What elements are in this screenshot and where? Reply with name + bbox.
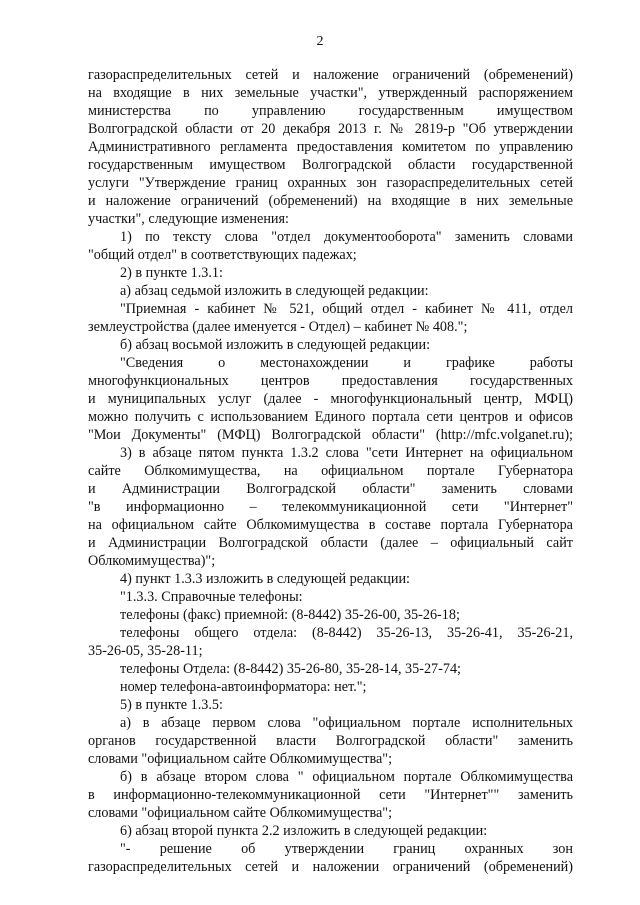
text-line: услуги "Утверждение границ охранных зон газораспределительных сетей — [88, 175, 573, 191]
text-line: Облкомимущества)"; — [88, 553, 216, 569]
text-line: б) абзац восьмой изложить в следующей редакции: — [120, 337, 431, 353]
text-line: 1) по тексту слова "отдел документооборота" заменить словами — [120, 229, 573, 245]
text-line: 5) в пункте 1.3.5: — [120, 697, 223, 713]
text-line: телефоны Отдела: (8-8442) 35-26-80, 35-28-14, 35-27-74; — [120, 661, 461, 677]
text-line: "в информационно – телекоммуникационной сети "Интернет" — [88, 499, 573, 515]
text-line: можно получить с использованием Единого портала сети центров и офисов — [88, 409, 573, 425]
text-line: и муниципальных услуг (далее - многофункциональный центр, МФЦ) — [88, 391, 573, 407]
document-body — [88, 66, 573, 876]
text-line: 35-26-05, 35-28-11; — [88, 643, 203, 659]
text-line: Волгоградской области от 20 декабря 2013 г. № 2819-р "Об утверждении — [88, 121, 573, 137]
text-line: и Администрации Волгоградской области (далее – официальный сайт — [88, 535, 573, 551]
text-line: "Приемная - кабинет № 521, общий отдел - кабинет № 411, отдел — [120, 301, 573, 317]
text-line: телефоны (факс) приемной: (8-8442) 35-26-00, 35-26-18; — [120, 607, 460, 623]
text-line: номер телефона-автоинформатора: нет."; — [120, 679, 367, 695]
text-line: "Сведения о местонахождении и графике работы — [120, 355, 573, 371]
text-line: участки", следующие изменения: — [88, 211, 289, 227]
text-line: "Мои Документы" (МФЦ) Волгоградской области" (http://mfc.volganet.ru); — [88, 427, 573, 443]
text-line: министерства по управлению государственным имуществом — [88, 103, 573, 119]
text-line: на официальном сайте Облкомимущества в составе портала Губернатора — [88, 517, 573, 533]
text-line: словами "официальном сайте Облкомимущества"; — [88, 751, 393, 767]
text-line: 6) абзац второй пункта 2.2 изложить в следующей редакции: — [120, 823, 488, 839]
text-line: сайте Облкомимущества, на официальном портале Губернатора — [88, 463, 573, 479]
text-line: органов государственной власти Волгоградской области" заменить — [88, 733, 573, 749]
text-line: 3) в абзаце пятом пункта 1.3.2 слова "сети Интернет на официальном — [120, 445, 573, 461]
text-line: газораспределительных сетей и наложение ограничений (обременений) — [88, 67, 573, 83]
text-line: Административного регламента предоставления комитетом по управлению — [88, 139, 573, 155]
text-line: б) в абзаце втором слова " официальном портале Облкомимущества — [120, 769, 573, 785]
text-line: и Администрации Волгоградской области" заменить словами — [88, 481, 573, 497]
text-line: многофункциональных центров предоставления государственных — [88, 373, 573, 389]
text-line: телефоны общего отдела: (8-8442) 35-26-13, 35-26-41, 35-26-21, — [120, 625, 573, 641]
page-number: 2 — [316, 34, 324, 49]
text-line: газораспределительных сетей и наложении ограничений (обременений) — [88, 859, 573, 875]
text-line: на входящие в них земельные участки", утвержденный распоряжением — [88, 85, 573, 101]
text-line: 2) в пункте 1.3.1: — [120, 265, 223, 281]
text-line: а) абзац седьмой изложить в следующей редакции: — [120, 283, 429, 299]
text-line: "общий отдел" в соответствующих падежах; — [88, 247, 357, 263]
text-line: 4) пункт 1.3.3 изложить в следующей редакции: — [120, 571, 410, 587]
text-line: "- решение об утверждении границ охранных зон — [120, 841, 573, 857]
text-line: государственным имуществом Волгоградской области государственной — [88, 157, 573, 173]
text-line: "1.3.3. Справочные телефоны: — [120, 589, 303, 605]
text-line: словами "официальном сайте Облкомимущества"; — [88, 805, 393, 821]
text-line: и наложение ограничений (обременений) на входящие в них земельные — [88, 193, 573, 209]
text-line: землеустройства (далее именуется - Отдел) – кабинет № 408."; — [88, 319, 468, 335]
text-line: в информационно-телекоммуникационной сети "Интернет"" заменить — [88, 787, 573, 803]
text-line: а) в абзаце первом слова "официальном портале исполнительных — [120, 715, 573, 731]
